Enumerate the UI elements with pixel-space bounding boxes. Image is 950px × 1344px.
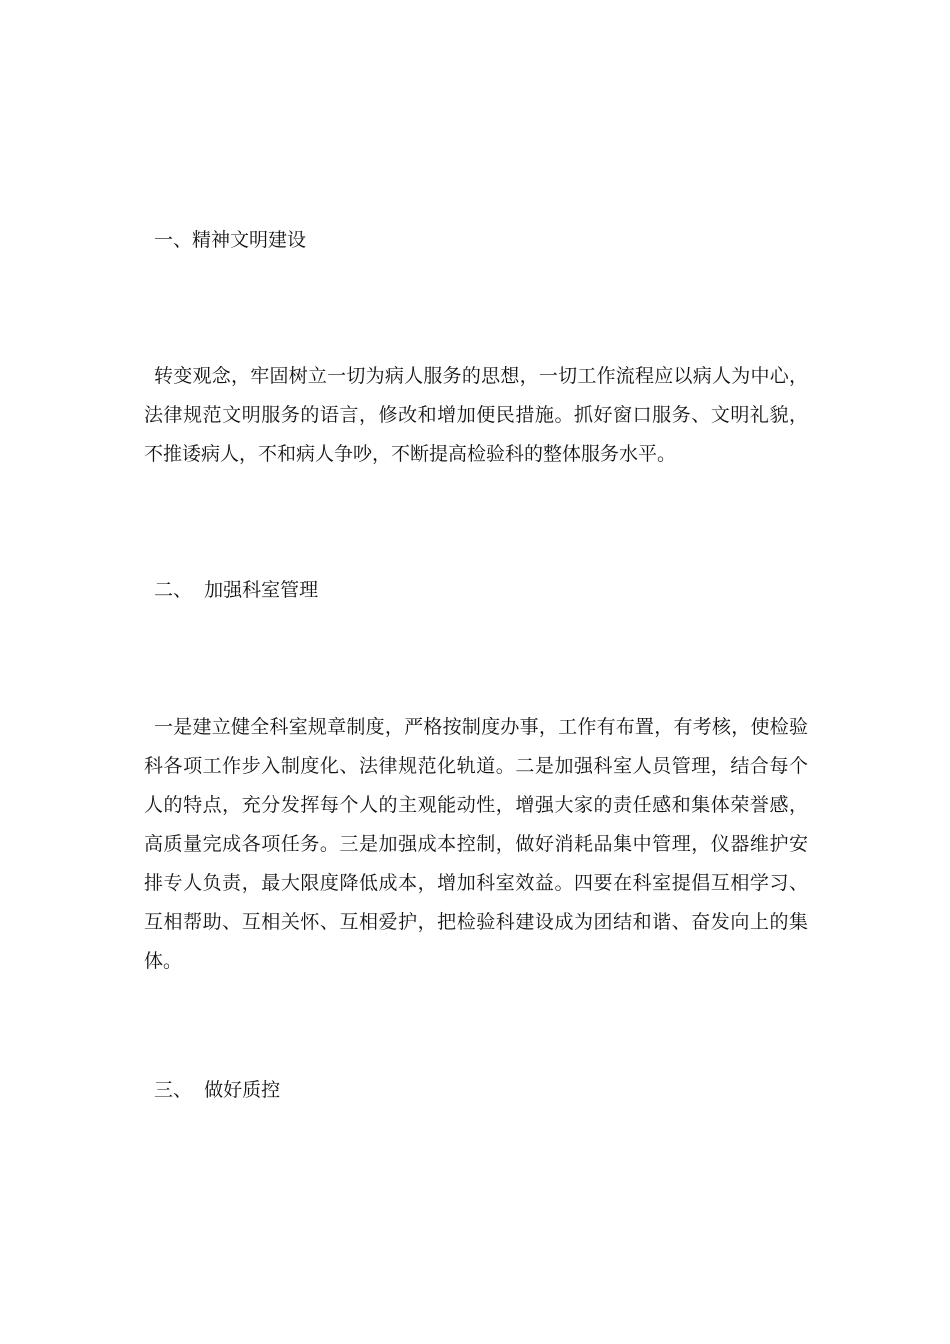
section-heading-1: 一、精神文明建设 bbox=[154, 229, 307, 251]
section-paragraph-1: 转变观念，牢固树立一切为病人服务的思想，一切工作流程应以病人为中心，法律规范文明服务的语言，修改和增加便民措施。抓好窗口服务、文明礼貌，不推诿病人，不和病人争吵，不断提高检验科的整体服务水平。 bbox=[144, 365, 808, 465]
section-paragraph-2: 一是建立健全科室规章制度，严格按制度办事，工作有布置，有考核，使检验科各项工作步入制度化、法律规范化轨道。二是加强科室人员管理，结合每个人的特点，充分发挥每个人的主观能动性，增强大家的责任感和集体荣誉感，高质量完成各项任务。三是加强成本控制，做好消耗品集中管理，仪器维护安排专人负责，最大限度降低成本，增加科室效益。四要在科室提倡互相学习、互相帮助、互相关怀、互相爱护，把检验科建设成为团结和谐、奋发向上的集体。 bbox=[144, 716, 808, 972]
section-heading-2: 二、 加强科室管理 bbox=[154, 579, 319, 601]
section-heading-3: 三、 做好质控 bbox=[154, 1079, 281, 1101]
